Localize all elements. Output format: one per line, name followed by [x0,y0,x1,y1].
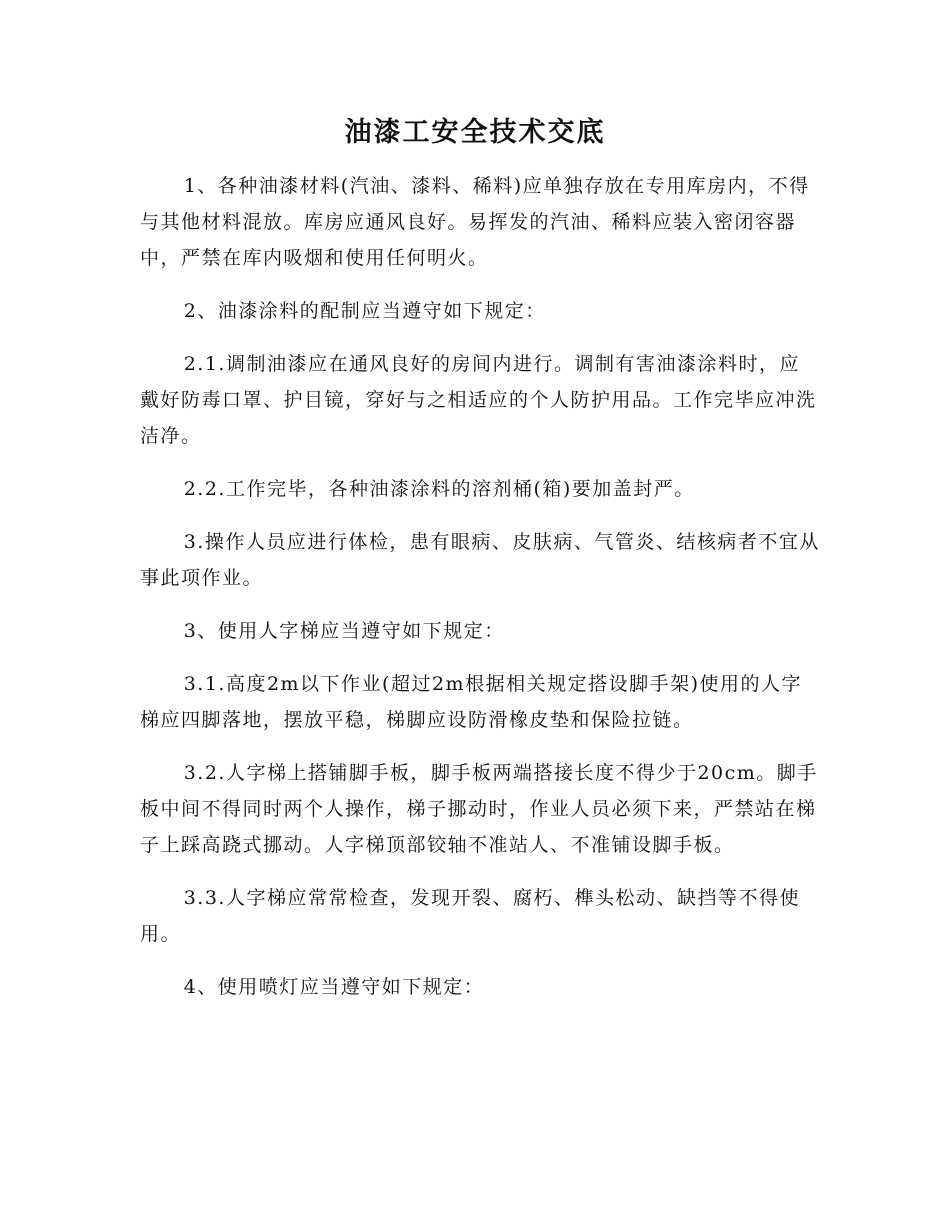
paragraph-2-1-mixing-ventilation: 2.1.调制油漆应在通风良好的房间内进行。调制有害油漆涂料时，应戴好防毒口罩、护目镜，穿好与之相适应的个人防护用品。工作完毕应冲洗洁净。 [140,353,817,447]
document-body [140,168,820,1022]
paragraph-4-blowtorch-rules-heading: 4、使用喷灯应当遵守如下规定： [183,976,485,998]
paragraph-3-2-ladder-scaffold-board: 3.2.人字梯上搭铺脚手板，脚手板两端搭接长度不得少于20cm。脚手板中间不得同时两个人操作，梯子挪动时，作业人员必须下来，严禁站在梯子上踩高跷式挪动。人字梯顶部铰轴不准站人、不准铺设脚手板。 [140,762,818,856]
paragraph-2-mixing-rules-heading: 2、油漆涂料的配制应当遵守如下规定： [183,300,546,322]
paragraph-3-3-ladder-inspection: 3.3.人字梯应常常检查，发现开裂、腐朽、榫头松动、缺挡等不得使用。 [140,887,800,945]
document-title: 油漆工安全技术交底 [344,117,606,148]
paragraph-3-health-check: 3.操作人员应进行体检，患有眼病、皮肤病、气管炎、结核病者不宜从事此项作业。 [140,531,820,589]
paragraph-1-material-storage: 1、各种油漆材料(汽油、漆料、稀料)应单独存放在专用库房内，不得与其他材料混放。库房应通风良好。易挥发的汽油、稀料应装入密闭容器中，严禁在库内吸烟和使用任何明火。 [140,175,810,269]
paragraph-3-ladder-rules-heading: 3、使用人字梯应当遵守如下规定： [183,620,505,642]
paragraph-3-1-ladder-placement: 3.1.高度2m以下作业(超过2m根据相关规定搭设脚手架)使用的人字梯应四脚落地，摆放平稳，梯脚应设防滑橡皮垫和保险拉链。 [140,673,802,731]
paragraph-2-2-seal-containers: 2.2.工作完毕，各种油漆涂料的溶剂桶(箱)要加盖封严。 [183,478,695,500]
